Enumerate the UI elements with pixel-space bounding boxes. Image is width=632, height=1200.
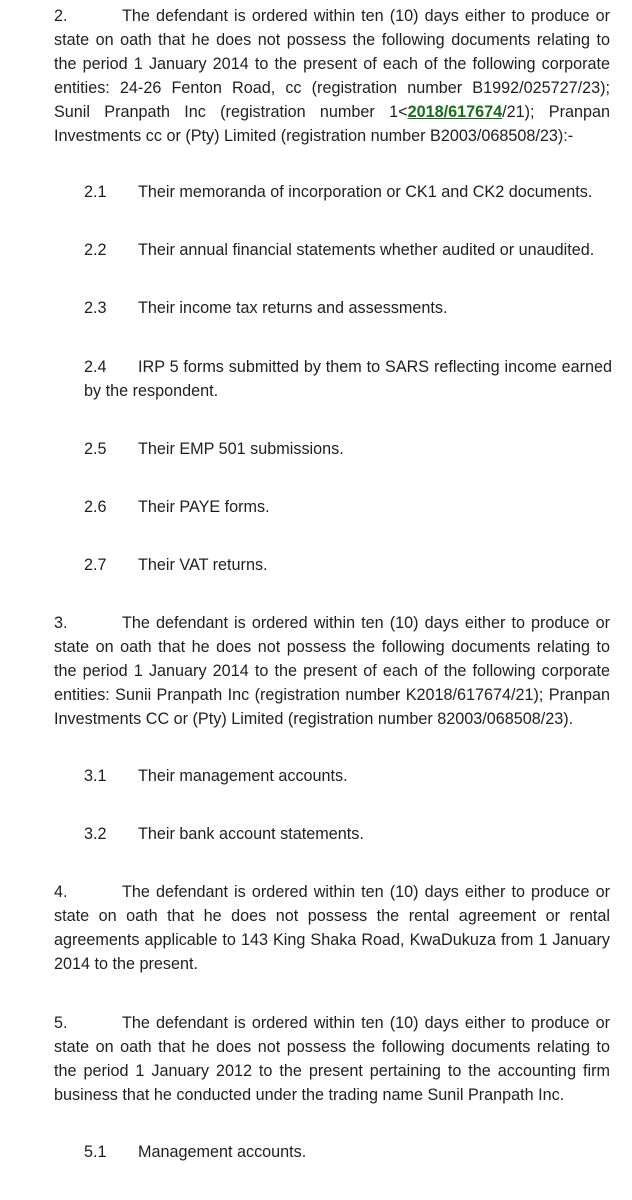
list-item-2-4: [84, 355, 612, 403]
paragraph-text: The defendant is ordered within ten (10) days either to produce or state on oath that he does not possess the rental agreement or rental agreements applicable to 143 King Shaka Road, KwaDukuza from 1 January 2014 to the present.: [54, 883, 610, 973]
list-item-3-1: [84, 764, 612, 788]
item-text: Their bank account statements.: [138, 825, 364, 843]
paragraph-2: [54, 4, 610, 148]
paragraph-text-end: /21); Pranpan Investments cc or (Pty) Limited (registration number B2003/068508/23):-: [54, 103, 610, 145]
item-number: 5.1: [84, 1143, 107, 1161]
paragraph-number: 3.: [54, 614, 68, 632]
item-text: Their memoranda of incorporation or CK1 and CK2 documents.: [138, 183, 593, 201]
paragraph-number: 2.: [54, 7, 68, 25]
list-item-2-1: [84, 180, 612, 204]
paragraph-4: [54, 880, 610, 976]
paragraph-number: 4.: [54, 883, 68, 901]
list-item-2-7: [84, 553, 612, 577]
item-text: Management accounts.: [138, 1143, 307, 1161]
paragraph-text: The defendant is ordered within ten (10) days either to produce or state on oath that he does not possess the following documents relating to the period 1 January 2014 to the present of each of the following corporate entities: Sunii Pranpath Inc (registration number K2018/617674/21); Pranpan Investments CC or (Pty) Limited (registration number 82003/068508/23).: [54, 614, 610, 728]
item-number: 2.7: [84, 556, 107, 574]
item-text: IRP 5 forms submitted by them to SARS reflecting income earned by the respondent.: [84, 358, 612, 400]
paragraph-5: [54, 1011, 610, 1107]
item-number: 2.4: [84, 358, 107, 376]
paragraph-text: The defendant is ordered within ten (10) days either to produce or state on oath that he does not possess the following documents relating to the period 1 January 2012 to the present pertaining to the accounting firm business that he conducted under the trading name Sunil Pranpath Inc.: [54, 1014, 610, 1104]
item-text: Their EMP 501 submissions.: [138, 440, 344, 458]
list-item-2-6: [84, 495, 612, 519]
list-item-2-5: [84, 437, 612, 461]
list-item-5-1: [84, 1140, 612, 1164]
paragraph-text: The defendant is ordered within ten (10) days either to produce or state on oath that he does not possess the following documents relating to the period 1 January 2014 to the present of each of the following corporate entities: 24-26 Fenton Road, cc (registration number B1992/025727/23); Sunil Pranpath Inc (registration number 1<: [54, 7, 610, 121]
item-number: 2.6: [84, 498, 107, 516]
item-number: 2.1: [84, 183, 107, 201]
paragraph-3: [54, 611, 610, 731]
item-text: Their management accounts.: [138, 767, 348, 785]
item-number: 3.1: [84, 767, 107, 785]
item-text: Their income tax returns and assessments.: [138, 299, 448, 317]
registration-link[interactable]: 2018/617674: [407, 103, 503, 121]
item-number: 3.2: [84, 825, 107, 843]
item-text: Their VAT returns.: [138, 556, 268, 574]
paragraph-number: 5.: [54, 1014, 68, 1032]
item-text: Their PAYE forms.: [138, 498, 270, 516]
list-item-3-2: [84, 822, 612, 846]
list-item-2-3: [84, 296, 612, 320]
item-text: Their annual financial statements whether audited or unaudited.: [138, 241, 595, 259]
list-item-2-2: [84, 238, 612, 262]
item-number: 2.2: [84, 241, 107, 259]
item-number: 2.5: [84, 440, 107, 458]
item-number: 2.3: [84, 299, 107, 317]
